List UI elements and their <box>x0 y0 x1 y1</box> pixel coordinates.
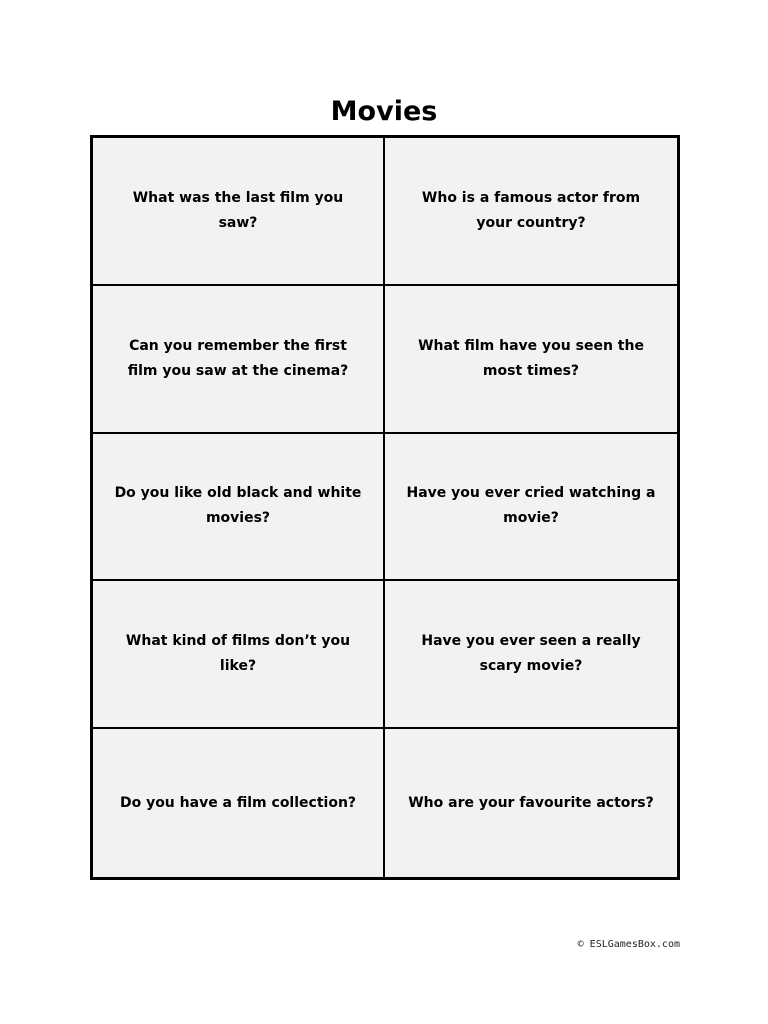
question-text: Who are your favourite actors? <box>408 794 654 811</box>
question-card-grid <box>90 135 680 880</box>
question-text: Have you ever cried watching a movie? <box>406 485 656 527</box>
page-title: Movies <box>330 96 438 127</box>
question-text: Who is a famous actor from your country? <box>421 189 641 231</box>
question-text: Do you like old black and white movies? <box>114 485 362 527</box>
question-text: What kind of films don’t you like? <box>125 633 351 675</box>
copyright-notice: © ESLGamesBox.com <box>577 939 680 950</box>
question-card <box>93 138 385 286</box>
question-card <box>385 434 677 582</box>
question-card <box>385 729 677 877</box>
question-text: Can you remember the first film you saw at the cinema? <box>127 337 349 379</box>
question-text: Do you have a film collection? <box>119 794 357 811</box>
question-card <box>385 286 677 434</box>
question-card <box>93 729 385 877</box>
question-text: Have you ever seen a really scary movie? <box>421 633 641 675</box>
question-card <box>93 286 385 434</box>
question-text: What was the last film you saw? <box>132 189 344 231</box>
question-card <box>93 581 385 729</box>
question-card <box>385 581 677 729</box>
question-text: What film have you seen the most times? <box>418 337 644 379</box>
question-card <box>93 434 385 582</box>
question-card <box>385 138 677 286</box>
